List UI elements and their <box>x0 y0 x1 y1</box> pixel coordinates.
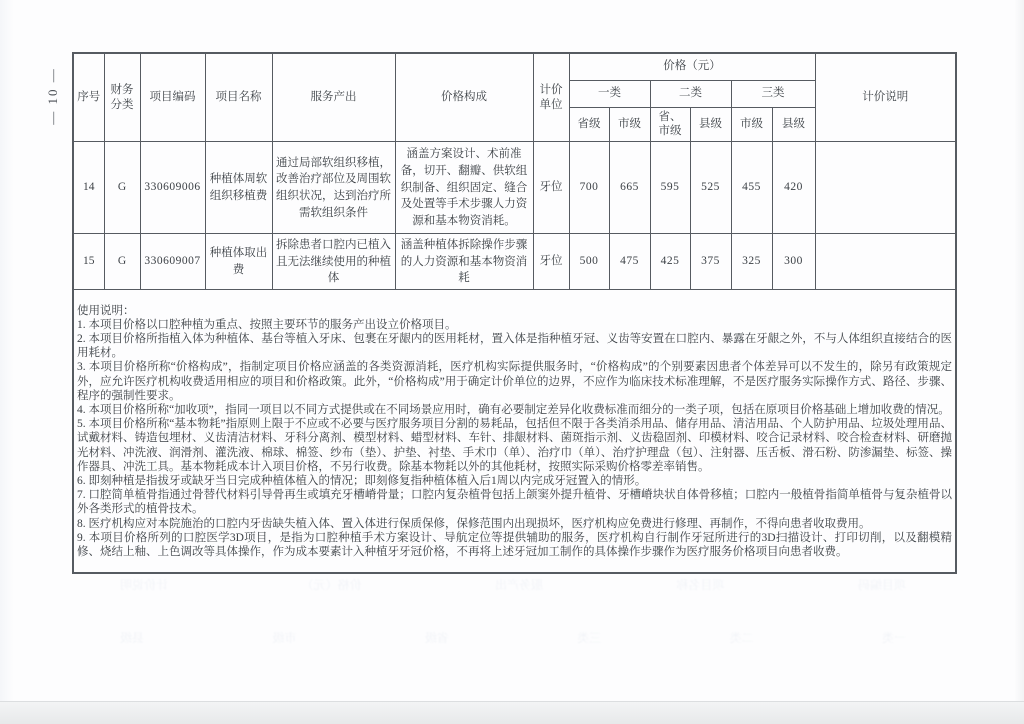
scan-edge-right <box>1014 0 1024 723</box>
col-header-tier1-city: 市级 <box>609 107 650 142</box>
col-header-tier3: 三类 <box>731 80 815 107</box>
composition-cell: 涵盖方案设计、术前准备，切开、翻瓣、供软组织制备、组织固定、缝合及处置等手术步骤人力资源和基本物资消耗。 <box>395 142 533 234</box>
col-header-composition: 价格构成 <box>395 53 533 142</box>
ghost-label: 项目名称 <box>676 578 725 592</box>
col-header-name: 项目名称 <box>205 53 272 142</box>
usage-notes-section <box>73 290 956 574</box>
col-header-tier2: 二类 <box>650 80 731 107</box>
col-header-pricing-note: 计价说明 <box>815 53 956 142</box>
ghost-label: 三类 <box>577 631 602 645</box>
code-cell: 330609007 <box>140 234 205 290</box>
table-row <box>73 142 956 234</box>
usage-notes-title: 使用说明： <box>77 304 135 317</box>
name-cell: 种植体周软组织移植费 <box>205 142 272 234</box>
col-header-tier2-county: 县级 <box>690 107 731 142</box>
price-tier3-county: 300 <box>772 234 815 290</box>
note-line: 5. 本项目价格所称“基本物耗”指原则上限于不应或不必要与医疗服务项目分割的易耗品，包括但不限于各类消杀用品、储存用品、清洁用品、个人防护用品、垃圾处理用品、试戴材料、铸造包埋材、义齿清洁材料、牙科分离剂、模型材料、蜡型材料、车针、排龈材料、菌斑指示剂、义齿稳固剂、印模材料、咬合记录材料、咬合检查材料、研磨抛光材料、冲洗液、润滑剂、灌洗液、棉球、棉签、纱布（垫）、护垫、衬垫、手术巾（单）、治疗巾（单）、治疗护理盘（包）、注射器、压舌板、滑石粉、防渗漏垫、标签、操作器具、冲洗工具。基本物耗成本计入项目价格，不另行收费。除基本物耗以外的其他耗材，按照实际采购价格零差率销售。 <box>77 418 952 473</box>
note-line: 4. 本项目价格所称“加收项”，指同一项目以不同方式提供或在不同场景应用时，确有必要制定差异化收费标准而细分的一类子项，包括在原项目价格基础上增加收费的情况。 <box>77 403 950 416</box>
ghost-label: 计价说明 <box>120 578 169 592</box>
price-tier3-city: 455 <box>731 142 772 234</box>
finance-cell: G <box>104 234 140 290</box>
ghost-label: 市级 <box>272 631 297 645</box>
note-line: 3. 本项目价格所称“价格构成”，指制定项目价格应涵盖的各类资源消耗，医疗机构实际提供服务时，“价格构成”的个别要素因患者个体差异可以不发生的，除另有政策规定外，应允许医疗机构收费适用相应的项目和价格政策。此外，“价格构成”用于确定计价单位的边界，不应作为临床技术标准理解，不是医疗服务实际操作方式、路径、步骤、程序的强制性要求。 <box>77 361 952 402</box>
scan-edge-left <box>0 0 14 723</box>
unit-cell: 牙位 <box>533 142 569 234</box>
output-cell: 拆除患者口腔内已植入且无法继续使用的种植体 <box>272 234 395 290</box>
note-line: 7. 口腔简单植骨指通过骨替代材料引导骨再生或填充牙槽嵴骨量；口腔内复杂植骨包括上颌窦外提升植骨、牙槽嵴块状自体骨移植；口腔内一般植骨指简单植骨与复杂植骨以外各类形式的植骨技术。 <box>77 489 952 516</box>
note-line: 2. 本项目价格所指植入体为种植体、基台等植入牙床、包裹在牙龈内的医用耗材，置入体是指种植牙冠、义齿等安置在口腔内、暴露在牙龈之外，不与人体组织直接结合的医用耗材。 <box>77 332 952 360</box>
col-header-tier3-county: 县级 <box>772 107 815 142</box>
bleed-through-row <box>80 629 946 646</box>
col-header-code: 项目编码 <box>140 53 205 142</box>
price-tier3-city: 325 <box>731 234 772 290</box>
price-tier1-city: 665 <box>609 142 650 234</box>
note-line: 9. 本项目价格所列的口腔医学3D项目，是指为口腔种植手术方案设计、导航定位等提供辅助的服务，医疗机构自行制作牙冠所进行的3D扫描设计、打印切削，以及翻模精修、烧结上釉、上色调改等具体操作，作为成本要素计入种植牙牙冠价格，不再将上述牙冠加工制作的具体操作步骤作为医疗服务价格项目向患者收费。 <box>77 531 952 558</box>
col-header-tier3-city: 市级 <box>731 107 772 142</box>
seq-cell: 15 <box>73 234 104 290</box>
bleed-through-table <box>80 576 946 646</box>
seq-cell: 14 <box>73 142 104 234</box>
ghost-label: 价格（元） <box>301 578 362 592</box>
note-line: 6. 即刻种植是指拔牙或缺牙当日完成种植体植入的情况；即刻修复指种植体植入后1周以内完成牙冠置入的情形。 <box>77 474 647 487</box>
pricing-note-cell <box>815 142 956 234</box>
price-table <box>72 52 957 574</box>
unit-cell: 牙位 <box>533 234 569 290</box>
price-tier1-city: 475 <box>609 234 650 290</box>
output-cell: 通过局部软组织移植，改善治疗部位及周围软组织状况，达到治疗所需软组织条件 <box>272 142 395 234</box>
code-cell: 330609006 <box>140 142 205 234</box>
col-header-finance: 财务分类 <box>104 53 140 142</box>
ghost-label: 项目编码 <box>857 578 906 592</box>
note-line: 1. 本项目价格以口腔种植为重点、按照主要环节的服务产出设立价格项目。 <box>77 318 457 331</box>
ghost-label: 一类 <box>881 631 906 645</box>
price-tier2-prov-city: 425 <box>650 234 690 290</box>
pricing-note-cell <box>815 234 956 290</box>
col-header-unit: 计价单位 <box>533 53 569 142</box>
col-header-price-group: 价格（元） <box>569 53 815 80</box>
ghost-label: 二类 <box>729 631 754 645</box>
note-line: 8. 医疗机构应对本院施治的口腔内牙齿缺失植入体、置入体进行保质保修，保修范围内出现损坏，医疗机构应免费进行修理、再制作，不得向患者收取费用。 <box>77 517 871 530</box>
composition-cell: 涵盖种植体拆除操作步骤的人力资源和基本物资消耗 <box>395 234 533 290</box>
price-tier2-prov-city: 595 <box>650 142 690 234</box>
col-header-seq: 序号 <box>73 53 104 142</box>
price-tier3-county: 420 <box>772 142 815 234</box>
col-header-tier1: 一类 <box>569 80 650 107</box>
ghost-label: 服务产出 <box>495 578 544 592</box>
page-number: — 10 — <box>45 67 60 125</box>
scan-edge-bottom <box>0 701 1024 724</box>
notes-row <box>73 290 956 574</box>
col-header-output: 服务产出 <box>272 53 395 142</box>
bleed-through-row <box>80 576 946 593</box>
ghost-label: 县级 <box>120 631 145 645</box>
col-header-tier2-prov-city: 省、市级 <box>650 107 690 142</box>
name-cell: 种植体取出费 <box>205 234 272 290</box>
table-row <box>73 234 956 290</box>
price-tier2-county: 525 <box>690 142 731 234</box>
price-tier2-county: 375 <box>690 234 731 290</box>
finance-cell: G <box>104 142 140 234</box>
price-tier1-provincial: 500 <box>569 234 609 290</box>
ghost-label: 省级 <box>424 631 449 645</box>
header-row-1 <box>73 53 956 80</box>
col-header-tier1-provincial: 省级 <box>569 107 609 142</box>
price-tier1-provincial: 700 <box>569 142 609 234</box>
